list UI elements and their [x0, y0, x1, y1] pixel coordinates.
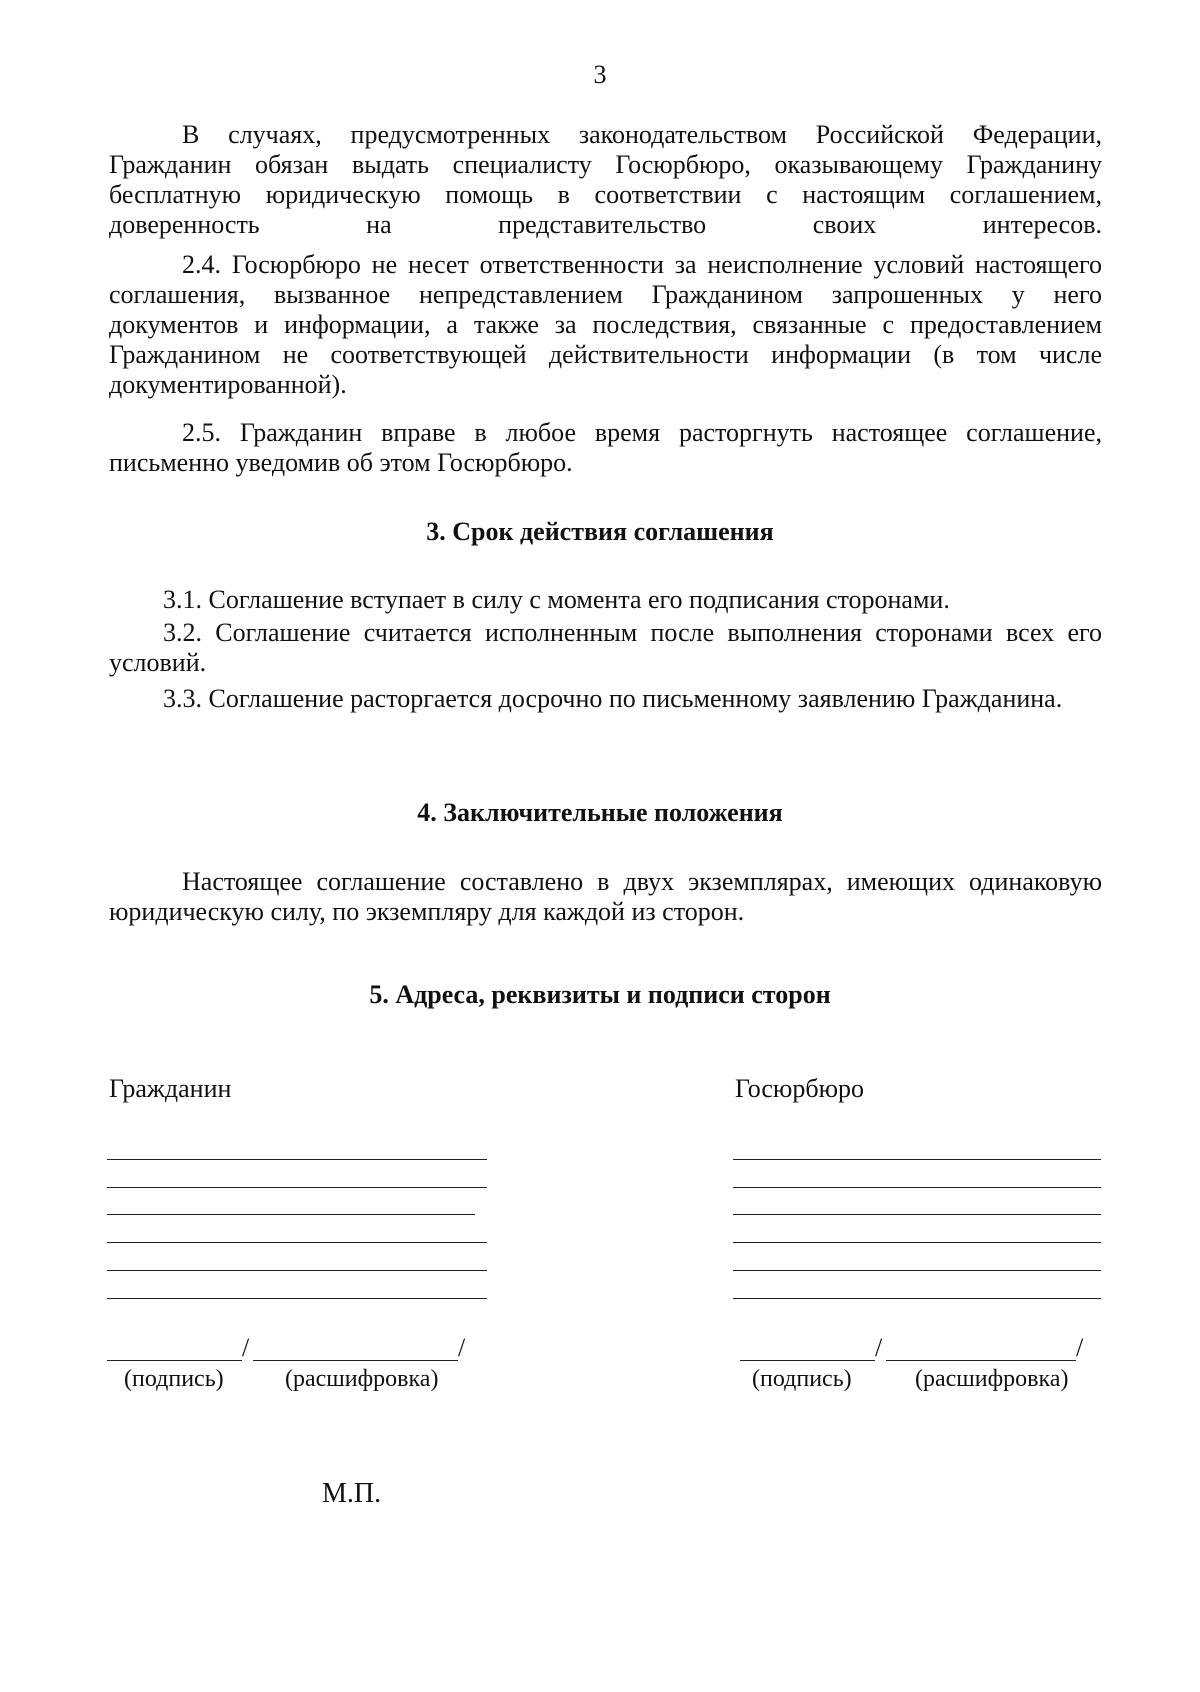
- bureau-requisites-line[interactable]: [733, 1270, 1101, 1271]
- bureau-requisites-line[interactable]: [733, 1159, 1101, 1160]
- citizen-requisites-line[interactable]: [107, 1270, 487, 1271]
- section-5-heading: 5. Адреса, реквизиты и подписи сторон: [369, 980, 831, 1009]
- bureau-label: Госюрбюро: [735, 1074, 865, 1103]
- section-3-heading: 3. Срок действия соглашения: [426, 517, 774, 546]
- paragraph-4: Настоящее соглашение составлено в двух экземплярах, имеющих одинаковую юридическую силу, по экземпляру для каждой из сторон.: [109, 867, 1102, 926]
- paragraph-3-3: 3.3. Соглашение расторгается досрочно по письменному заявлению Гражданина.: [163, 684, 1063, 713]
- bureau-decoding-line[interactable]: [886, 1360, 1076, 1361]
- citizen-signature-line[interactable]: [107, 1360, 242, 1361]
- paragraph-3-2: 3.2. Соглашение считается исполненным после выполнения сторонами всех его условий.: [109, 618, 1102, 677]
- bureau-requisites-line[interactable]: [733, 1242, 1101, 1243]
- bureau-requisites-line[interactable]: [733, 1187, 1101, 1188]
- bureau-signature-caption: (подпись): [752, 1366, 852, 1392]
- paragraph-2-4: 2.4. Госюрбюро не несет ответственности за неисполнение условий настоящего соглашения, вызванное непредставлением Гражданином запрошенных у него документов и информации, а также за последствия, связанные с предоставлением Гражданином не соответствующей действительности информации (в том числе документированной).: [109, 250, 1102, 399]
- section-4-heading: 4. Заключительные положения: [417, 798, 783, 827]
- bureau-signature-slash: /: [875, 1333, 883, 1362]
- stamp-placeholder: М.П.: [322, 1478, 382, 1509]
- citizen-requisites-line[interactable]: [107, 1159, 487, 1160]
- citizen-decoding-caption: (расшифровка): [285, 1366, 439, 1392]
- paragraph-2-5: 2.5. Гражданин вправе в любое время расторгнуть настоящее соглашение, письменно уведомив об этом Госюрбюро.: [109, 418, 1102, 477]
- paragraph-legal-representation: В случаях, предусмотренных законодательством Российской Федерации, Гражданин обязан выдать специалисту Госюрбюро, оказывающему Гражданину бесплатную юридическую помощь в соответствии с настоящим соглашением, доверенность на представительство своих интересов.: [109, 120, 1102, 239]
- bureau-decoding-caption: (расшифровка): [915, 1366, 1069, 1392]
- citizen-signature-caption: (подпись): [124, 1366, 224, 1392]
- citizen-signature-slash: /: [242, 1333, 250, 1362]
- bureau-signature-line[interactable]: [740, 1360, 875, 1361]
- citizen-requisites-line[interactable]: [107, 1298, 487, 1299]
- citizen-requisites-line[interactable]: [107, 1214, 475, 1215]
- bureau-requisites-line[interactable]: [733, 1214, 1101, 1215]
- page-number: 3: [593, 60, 607, 89]
- citizen-requisites-line[interactable]: [107, 1187, 487, 1188]
- citizen-decoding-line[interactable]: [253, 1360, 458, 1361]
- bureau-decoding-slash: /: [1076, 1333, 1084, 1362]
- bureau-requisites-line[interactable]: [733, 1298, 1101, 1299]
- citizen-label: Гражданин: [109, 1074, 232, 1103]
- paragraph-3-1: 3.1. Соглашение вступает в силу с момента его подписания сторонами.: [163, 585, 950, 614]
- citizen-requisites-line[interactable]: [107, 1242, 487, 1243]
- citizen-decoding-slash: /: [458, 1333, 466, 1362]
